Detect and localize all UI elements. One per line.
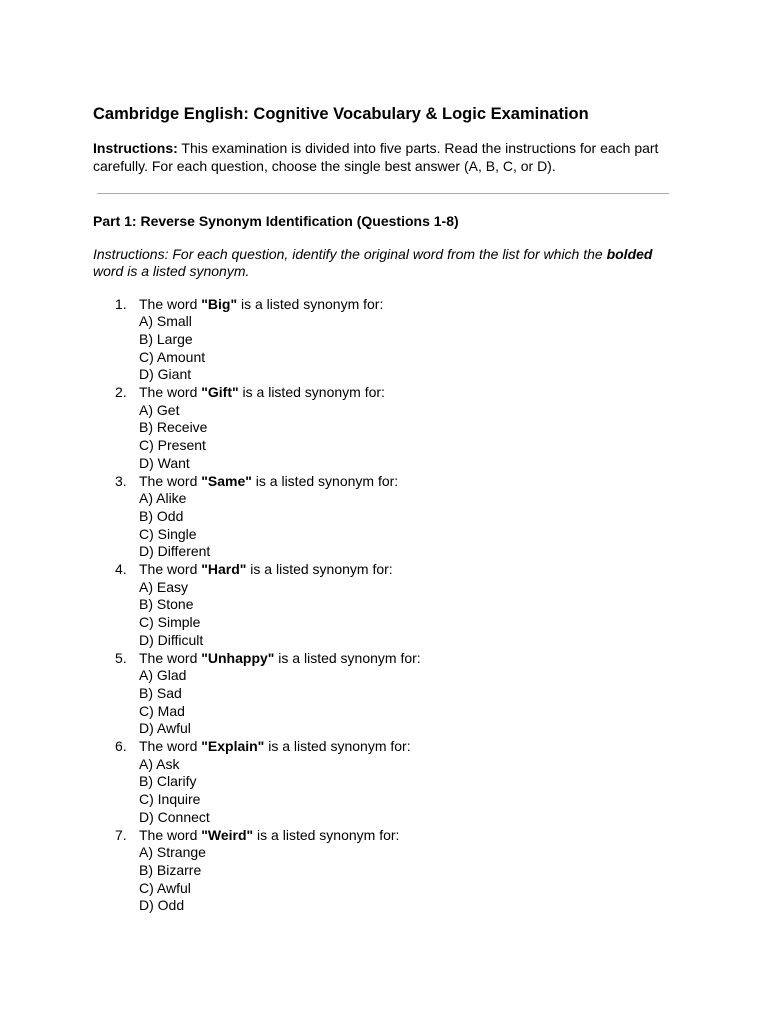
option-d: D) Different bbox=[139, 543, 211, 560]
question-2 bbox=[93, 384, 673, 473]
stem-word: "Weird" bbox=[201, 826, 254, 843]
question-number: 7. bbox=[115, 826, 127, 843]
stem-suffix: is a listed synonym for: bbox=[253, 826, 400, 843]
stem-prefix: The word bbox=[139, 295, 202, 312]
instructions-text: This examination is divided into five parts. Read the instructions for each part carefully. For each question, choose the single best answer (A, B, C, or D). bbox=[93, 140, 659, 174]
stem-prefix: The word bbox=[139, 649, 202, 666]
part-1-instructions-before: Instructions: For each question, identify the original word from the list for which the bbox=[93, 245, 607, 262]
option-d: D) Want bbox=[139, 454, 190, 471]
question-stem bbox=[139, 738, 673, 756]
question-stem bbox=[139, 473, 673, 491]
stem-suffix: is a listed synonym for: bbox=[264, 738, 411, 755]
option-d: D) Difficult bbox=[139, 631, 204, 648]
instructions-label: Instructions: bbox=[93, 140, 178, 156]
option-c: C) Simple bbox=[139, 614, 201, 631]
stem-word: "Gift" bbox=[201, 384, 239, 401]
question-number: 3. bbox=[115, 472, 127, 489]
stem-suffix: is a listed synonym for: bbox=[274, 649, 421, 666]
option-c: C) Inquire bbox=[139, 791, 201, 808]
document-title: Cambridge English: Cognitive Vocabulary & Logic Examination bbox=[93, 105, 589, 123]
stem-prefix: The word bbox=[139, 826, 202, 843]
stem-prefix: The word bbox=[139, 738, 202, 755]
option-a: A) Glad bbox=[139, 667, 187, 684]
stem-prefix: The word bbox=[139, 472, 202, 489]
option-c: C) Mad bbox=[139, 702, 185, 719]
option-a: A) Get bbox=[139, 401, 180, 418]
question-number: 2. bbox=[115, 384, 127, 401]
option-b: B) Bizarre bbox=[139, 862, 202, 878]
option-b: B) Sad bbox=[139, 684, 182, 701]
part-1-instructions-after: word is a listed synonym. bbox=[93, 263, 250, 279]
exam-document bbox=[93, 104, 673, 915]
stem-suffix: is a listed synonym for: bbox=[246, 561, 393, 578]
option-b: B) Stone bbox=[139, 596, 194, 613]
question-stem bbox=[139, 384, 673, 402]
stem-suffix: is a listed synonym for: bbox=[238, 384, 385, 401]
option-a: A) Ask bbox=[139, 755, 180, 772]
stem-prefix: The word bbox=[139, 384, 202, 401]
stem-word: "Same" bbox=[201, 472, 252, 489]
general-instructions bbox=[93, 140, 673, 175]
option-a: A) Strange bbox=[139, 844, 206, 861]
section-divider bbox=[97, 193, 669, 194]
option-d: D) Connect bbox=[139, 808, 210, 825]
question-stem bbox=[139, 561, 673, 579]
question-4 bbox=[93, 561, 673, 650]
question-7 bbox=[93, 827, 673, 916]
part-1-instructions bbox=[93, 246, 673, 281]
question-5 bbox=[93, 650, 673, 739]
question-list bbox=[93, 296, 673, 916]
option-b: B) Large bbox=[139, 330, 193, 347]
option-d: D) Giant bbox=[139, 366, 192, 383]
option-a: A) Alike bbox=[139, 490, 187, 507]
stem-prefix: The word bbox=[139, 561, 202, 578]
option-c: C) Present bbox=[139, 437, 206, 454]
stem-word: "Big" bbox=[201, 295, 238, 312]
question-number: 6. bbox=[115, 738, 127, 755]
option-c: C) Amount bbox=[139, 348, 206, 365]
stem-suffix: is a listed synonym for: bbox=[237, 295, 384, 312]
question-6 bbox=[93, 738, 673, 827]
stem-word: "Explain" bbox=[201, 738, 265, 755]
question-stem bbox=[139, 296, 673, 314]
part-1-instructions-bold: bolded bbox=[606, 245, 653, 262]
option-a: A) Easy bbox=[139, 578, 189, 595]
option-b: B) Odd bbox=[139, 507, 184, 524]
question-number: 1. bbox=[115, 295, 127, 312]
part-1-title: Part 1: Reverse Synonym Identification (Questions 1-8) bbox=[93, 213, 459, 229]
option-c: C) Single bbox=[139, 525, 197, 542]
question-3 bbox=[93, 473, 673, 562]
option-b: B) Receive bbox=[139, 419, 208, 436]
stem-word: "Hard" bbox=[201, 561, 247, 578]
option-d: D) Odd bbox=[139, 897, 185, 914]
question-stem bbox=[139, 827, 673, 845]
option-a: A) Small bbox=[139, 313, 192, 330]
option-b: B) Clarify bbox=[139, 773, 197, 790]
question-number: 4. bbox=[115, 561, 127, 578]
stem-suffix: is a listed synonym for: bbox=[251, 472, 399, 489]
question-stem bbox=[139, 650, 673, 668]
stem-word: "Unhappy" bbox=[201, 649, 275, 666]
question-1 bbox=[93, 296, 673, 385]
option-c: C) Awful bbox=[139, 879, 191, 896]
question-number: 5. bbox=[115, 649, 127, 666]
option-d: D) Awful bbox=[139, 720, 191, 737]
